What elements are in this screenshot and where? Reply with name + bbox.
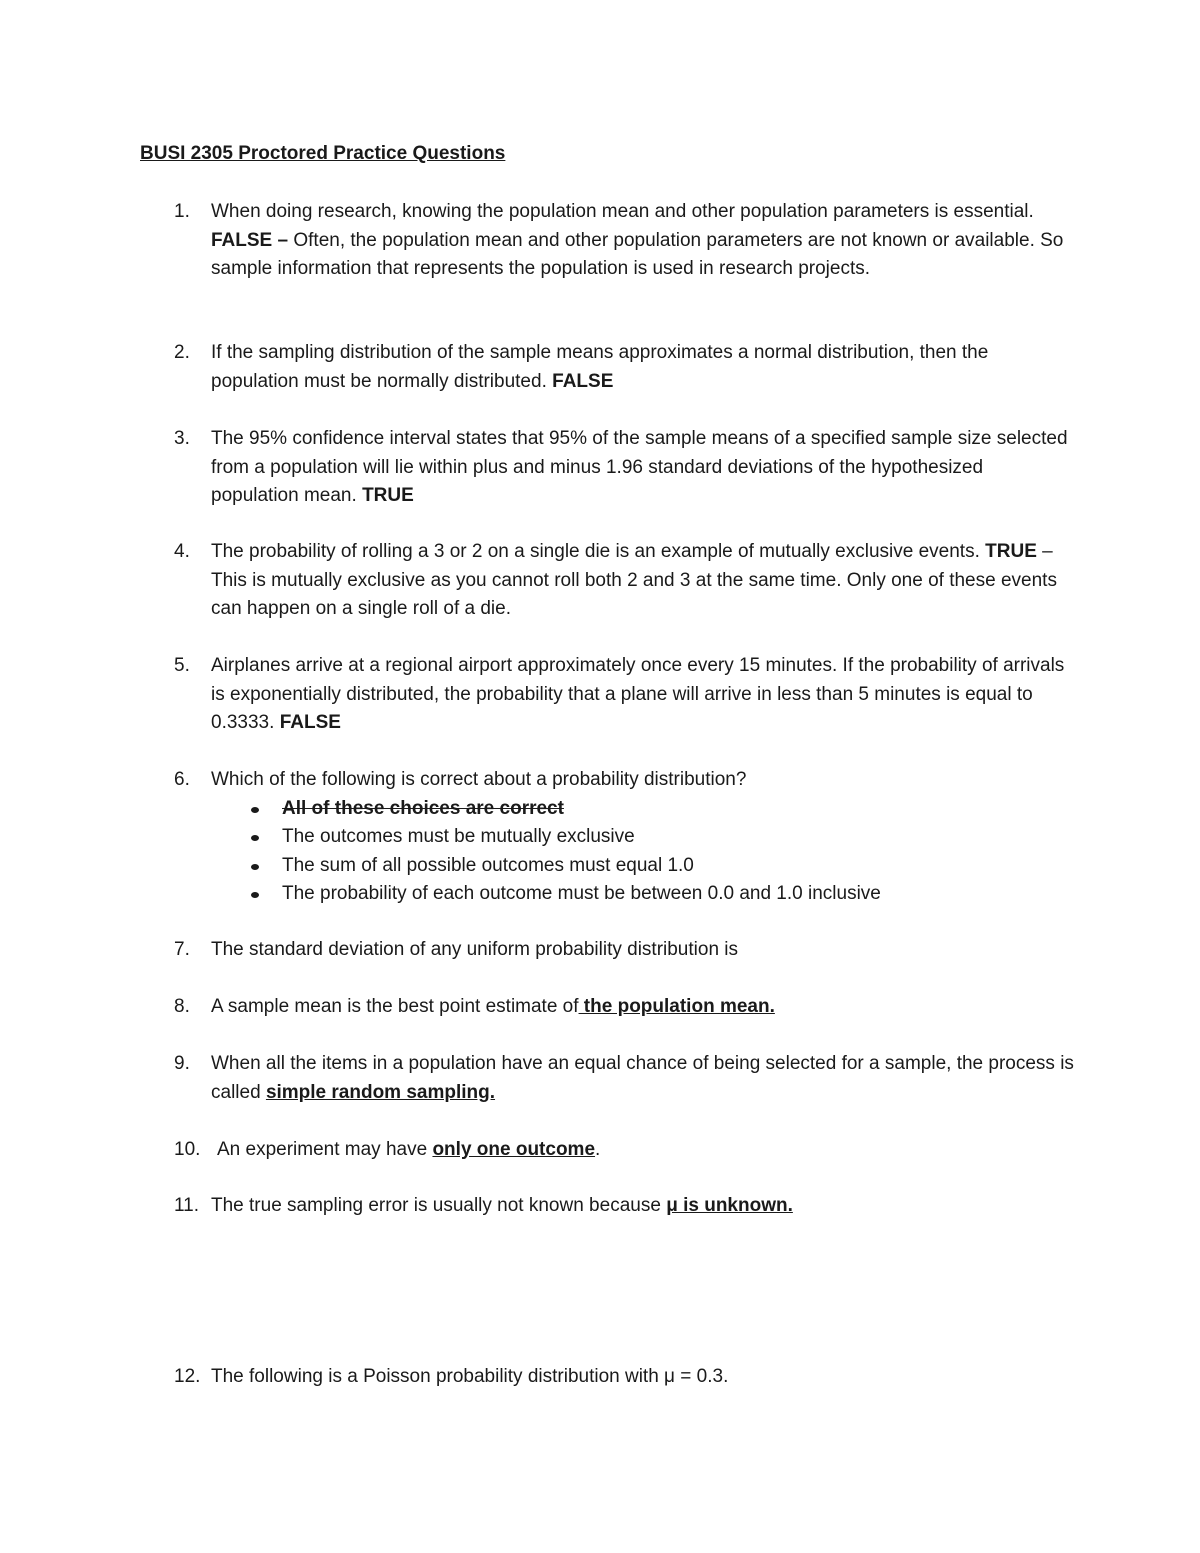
question-text: The standard deviation of any uniform probability distribution is (211, 939, 739, 960)
question-9 (174, 1050, 1074, 1107)
question-number: 5. (174, 655, 190, 676)
answer: only one outcome (432, 1139, 596, 1160)
answer: FALSE (279, 712, 341, 733)
question-text: Which of the following is correct about a probability distribution? (211, 769, 747, 790)
question-number: 3. (174, 428, 190, 449)
explanation: Often, the population mean and other population parameters are not known or available. So sample information that represents the population is used in research projects. (211, 229, 1064, 279)
option-all-correct: All of these choices are correct (282, 795, 1074, 824)
explanation: – This is mutually exclusive as you cannot roll both 2 and 3 at the same time. Only one of these events can happen on a single roll of a die. (211, 541, 1057, 619)
question-text: The probability of rolling a 3 or 2 on a single die is an example of mutually exclusive events. (211, 541, 980, 562)
question-number: 6. (174, 769, 190, 790)
question-text: If the sampling distribution of the sample means approximates a normal distribution, then the population must be normally distributed. (211, 342, 989, 392)
question-number: 4. (174, 541, 190, 562)
option-mutually-exclusive: The outcomes must be mutually exclusive (282, 823, 1074, 852)
question-1 (174, 198, 1074, 284)
question-4 (174, 538, 1074, 624)
question-12 (174, 1363, 1074, 1392)
answer: simple random sampling. (265, 1081, 496, 1103)
question-text: The 95% confidence interval states that 95% of the sample means of a specified sample size selected from a population will lie within plus and minus 1.96 standard deviations of the hypothesized population mean. (211, 428, 1068, 506)
answer: TRUE (985, 541, 1037, 562)
question-8 (174, 993, 1074, 1022)
question-number: 2. (174, 342, 190, 363)
question-number: 12. (174, 1366, 201, 1387)
question-10 (174, 1136, 1074, 1165)
answer: the population mean. (578, 996, 775, 1017)
page-title: BUSI 2305 Proctored Practice Questions (140, 143, 506, 164)
question-number: 11. (174, 1195, 200, 1216)
question-number: 10. (174, 1139, 201, 1160)
question-text: A sample mean is the best point estimate of (211, 996, 579, 1017)
question-5 (174, 652, 1074, 738)
question-3 (174, 425, 1074, 511)
answer: FALSE (552, 370, 614, 392)
question-text: When doing research, knowing the population mean and other population parameters is essential. (211, 201, 1034, 222)
question-7 (174, 936, 1074, 965)
question-text: An experiment may have (217, 1139, 428, 1160)
answer: FALSE – (211, 229, 289, 251)
question-text: The following is a Poisson probability distribution with μ = 0.3. (211, 1366, 729, 1387)
option-sum-equals-one: The sum of all possible outcomes must equal 1.0 (282, 852, 1074, 881)
question-number: 1. (174, 201, 190, 222)
answer: μ is unknown. (666, 1195, 793, 1216)
trailing-period: . (595, 1139, 601, 1160)
question-2 (174, 339, 1074, 396)
option-probability-range: The probability of each outcome must be between 0.0 and 1.0 inclusive (282, 880, 1074, 909)
question-number: 8. (174, 996, 190, 1017)
question-11 (174, 1192, 1074, 1221)
question-6 (174, 766, 1074, 909)
question-text: The true sampling error is usually not known because (211, 1195, 661, 1216)
question-number: 7. (174, 939, 190, 960)
question-number: 9. (174, 1053, 190, 1074)
answer-options (282, 795, 1074, 909)
answer: TRUE (362, 485, 414, 506)
question-text: When all the items in a population have an equal chance of being selected for a sample, the process is called (211, 1053, 1074, 1103)
question-text: Airplanes arrive at a regional airport approximately once every 15 minutes. If the probability of arrivals is exponentially distributed, the probability that a plane will arrive in less than 5 minutes is equal to 0.3333. (211, 655, 1065, 733)
